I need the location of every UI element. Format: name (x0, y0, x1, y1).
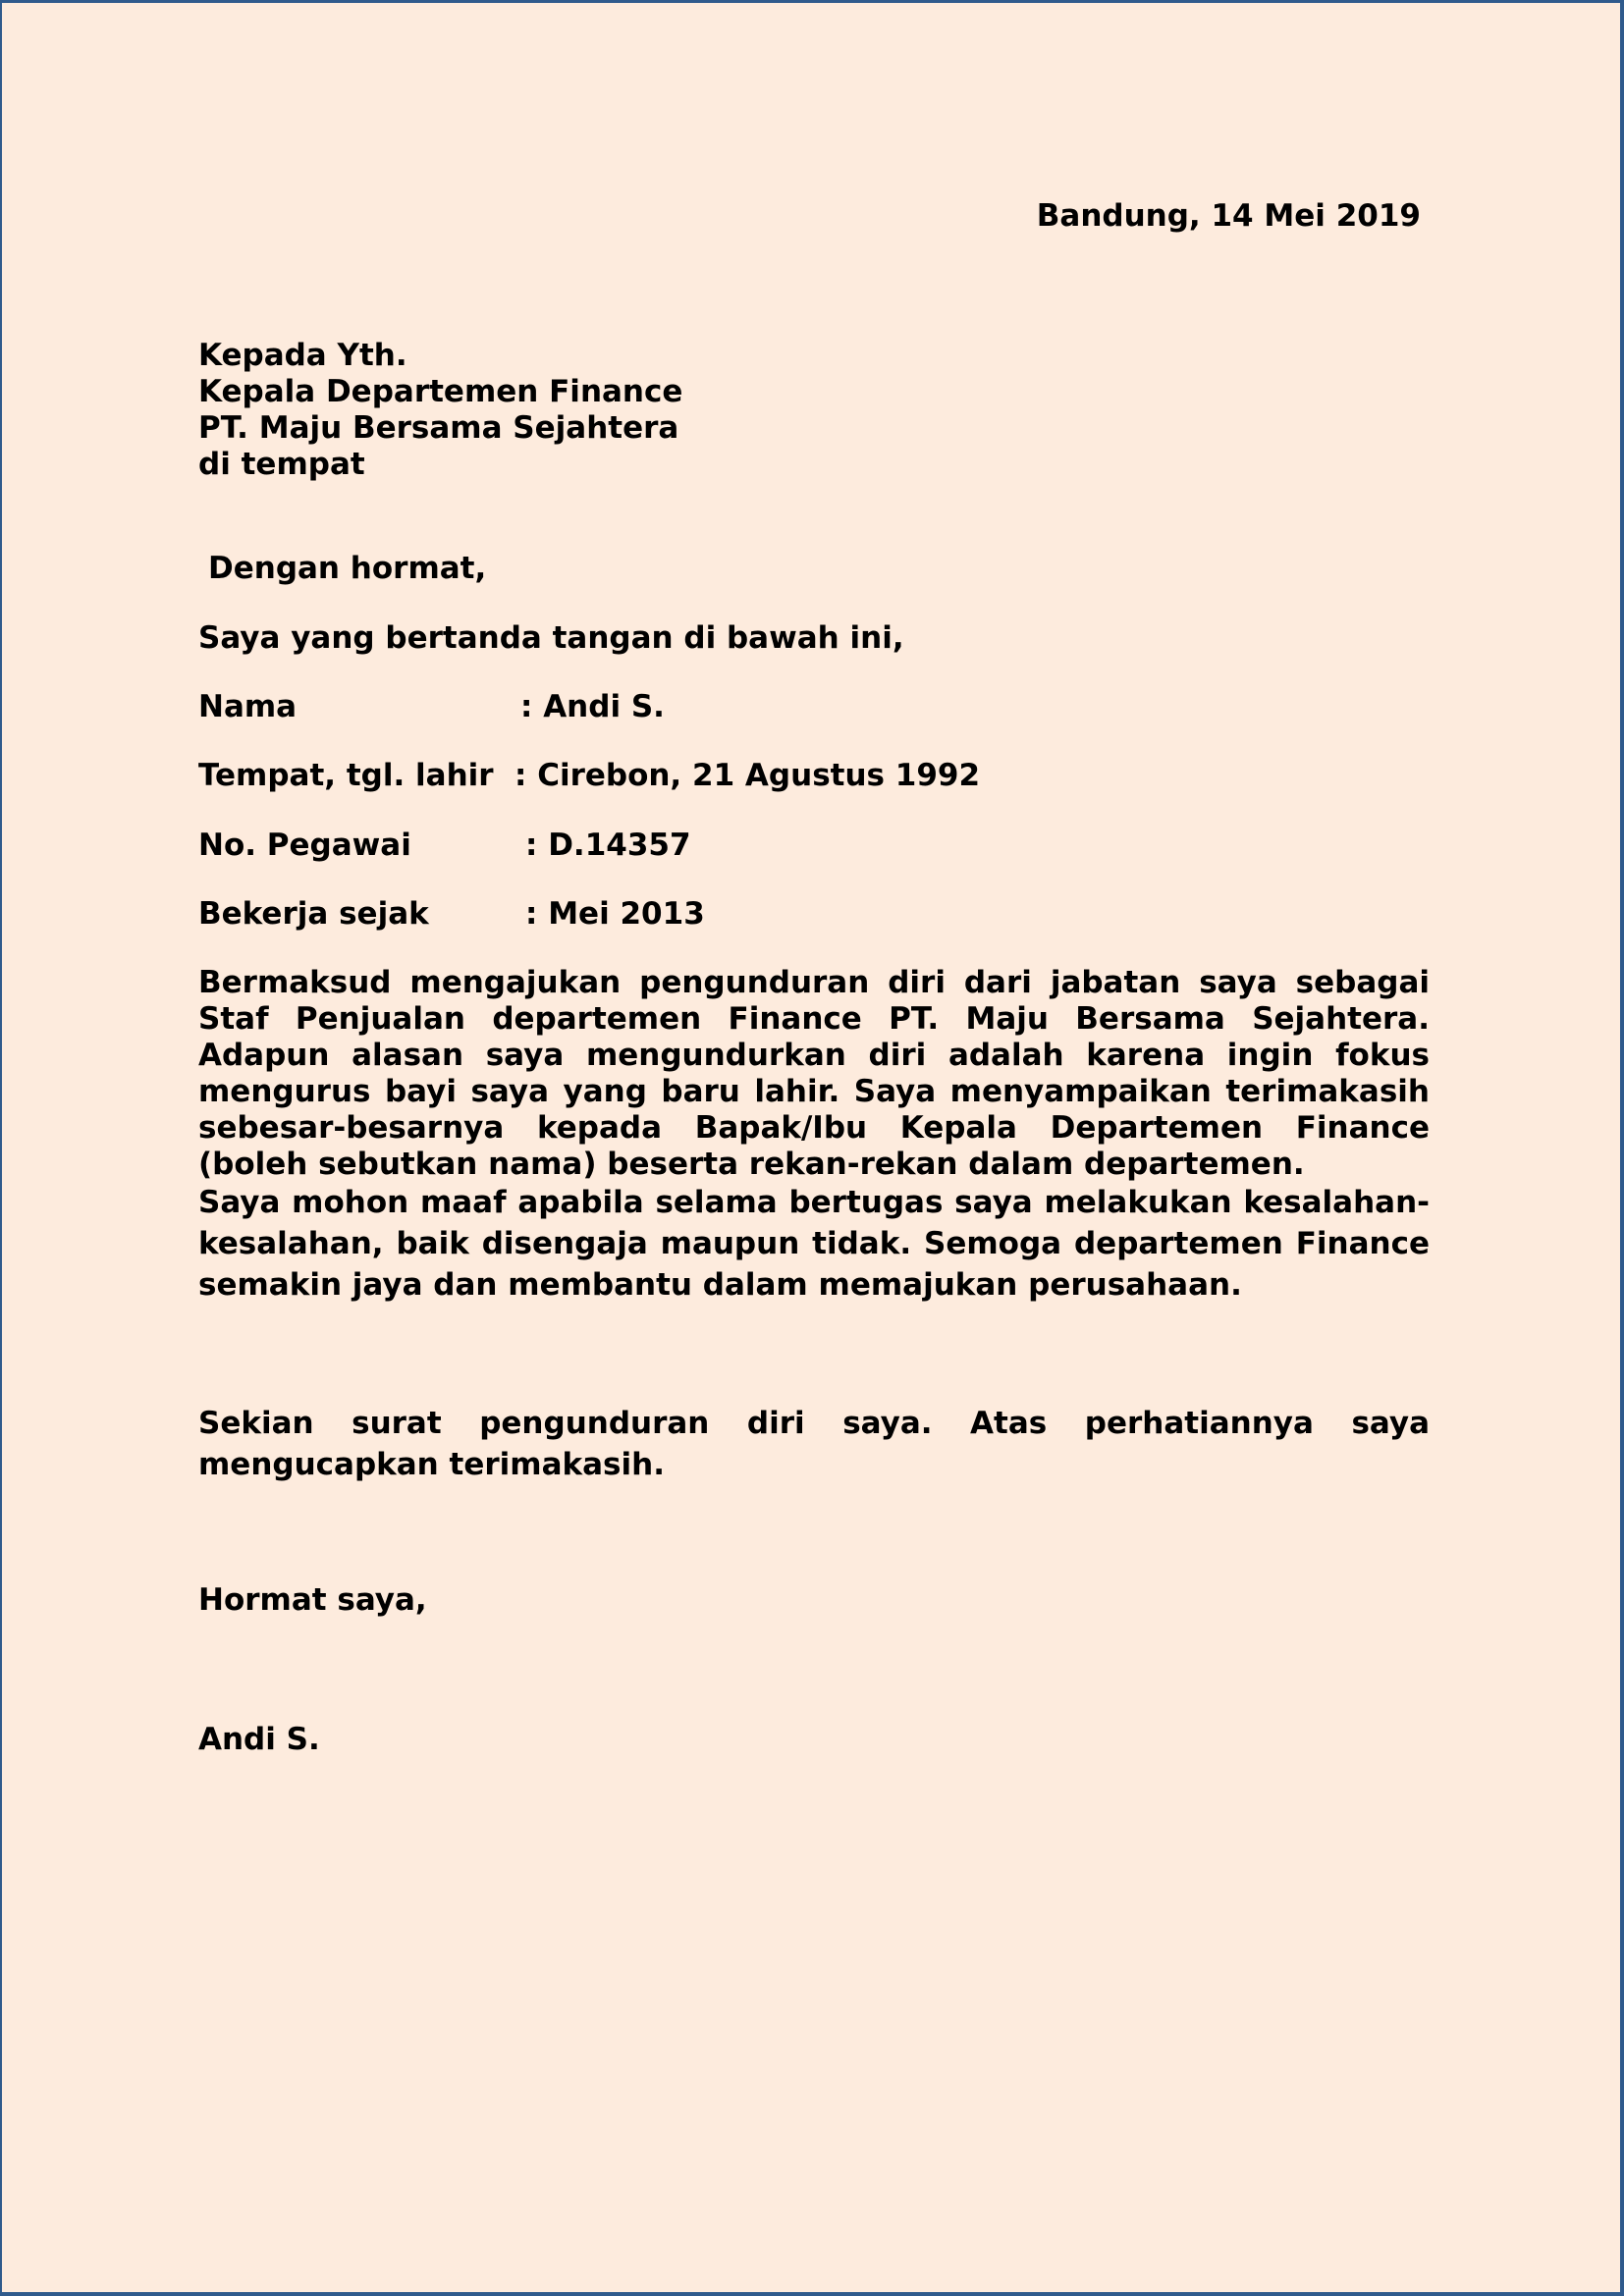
body-paragraph-1: Bermaksud mengajukan pengunduran diri dari jabatan saya sebagai Staf Penjualan departemen Finance PT. Maju Bersama Sejahtera. Adapun alasan saya mengundurkan diri adalah karena ingin fokus mengurus bayi saya yang baru lahir. Saya menyampaikan terimakasih sebesar-besarnya kepada Bapak/Ibu Kepala Departemen Finance (boleh sebutkan nama) beserta rekan-rekan dalam departemen. (198, 965, 1430, 1182)
field-value: : Andi S. (520, 689, 665, 724)
field-value: : D.14357 (525, 828, 691, 863)
body-paragraph-2: Saya mohon maaf apabila selama bertugas saya melakukan kesalahan-kesalahan, baik disengaja maupun tidak. Semoga departemen Finance semakin jaya dan membantu dalam memajukan perusahaan. (198, 1185, 1430, 1303)
field-tempat-tgl-lahir (198, 758, 980, 794)
field-label: Bekerja sejak (198, 896, 429, 932)
place-date: Bandung, 14 Mei 2019 (1036, 198, 1421, 234)
field-label: Nama (198, 689, 298, 724)
field-value: : Mei 2013 (525, 896, 705, 932)
field-label: No. Pegawai (198, 828, 411, 863)
body-paragraph-3: Sekian surat pengunduran diri saya. Atas perhatiannya saya mengucapkan terimakasih. (198, 1406, 1430, 1482)
intro-line: Saya yang bertanda tangan di bawah ini, (198, 620, 904, 656)
recipient-block (198, 338, 682, 483)
salutation: Dengan hormat, (208, 551, 487, 586)
recipient-line: Kepala Departemen Finance (198, 374, 683, 409)
field-label: Tempat, tgl. lahir (198, 758, 494, 793)
recipient-line: di tempat (198, 447, 365, 482)
field-no-pegawai (198, 828, 691, 864)
recipient-line: Kepada Yth. (198, 338, 407, 373)
field-bekerja-sejak (198, 896, 705, 933)
recipient-line: PT. Maju Bersama Sejahtera (198, 410, 679, 446)
field-nama (198, 689, 665, 725)
field-value: : Cirebon, 21 Agustus 1992 (514, 758, 981, 793)
signer-name: Andi S. (198, 1722, 320, 1757)
closing: Hormat saya, (198, 1582, 427, 1618)
